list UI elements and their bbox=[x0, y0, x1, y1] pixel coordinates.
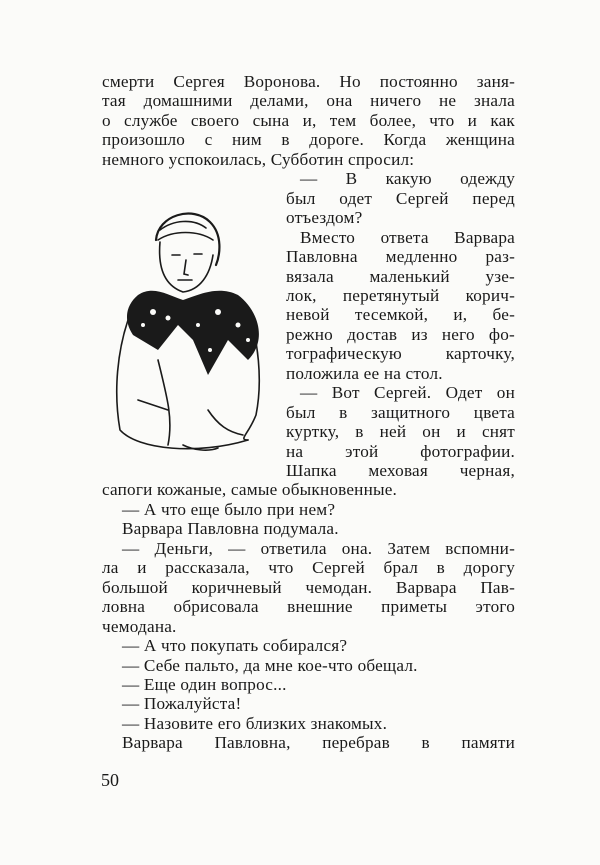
text-line: — Пожалуйста! bbox=[122, 694, 242, 714]
text-line: — А что покупать собирался? bbox=[122, 636, 348, 656]
text-line: режно достав из него фо- bbox=[286, 324, 515, 344]
text-line: смерти Сергея Воронова. Но постоянно заня- bbox=[102, 72, 515, 91]
text-line: чемодана. bbox=[102, 616, 177, 636]
text-line: Шапка меховая черная, bbox=[286, 461, 515, 480]
text-line: был одет Сергей перед bbox=[286, 188, 515, 208]
text-line: — А что еще было при нем? bbox=[122, 499, 336, 519]
text-line: невой тесемкой, и, бе- bbox=[286, 305, 515, 325]
text-line: на этой фотографии. bbox=[286, 441, 515, 461]
text-line: Вместо ответа Варвара bbox=[300, 227, 515, 247]
text-line: — Деньги, — ответила она. Затем вспомни- bbox=[122, 538, 515, 558]
page-number: 50 bbox=[101, 770, 119, 790]
text-line: о службе своего сына и, тем более, что и как bbox=[102, 110, 515, 130]
text-line: — Еще один вопрос... bbox=[122, 674, 287, 694]
text-line: отъездом? bbox=[286, 208, 363, 228]
text-line: — Вот Сергей. Одет он bbox=[300, 383, 515, 403]
text-line: вязала маленький узе- bbox=[286, 266, 515, 286]
text-line: был в защитного цвета bbox=[286, 402, 515, 422]
text-line: ловна обрисовала внешние приметы этого bbox=[102, 597, 515, 617]
text-line: большой коричневый чемодан. Варвара Пав- bbox=[102, 577, 515, 597]
text-line: Варвара Павловна, перебрав в памяти bbox=[122, 733, 515, 753]
text-line: Павловна медленно раз- bbox=[286, 247, 515, 267]
text-line: — В какую одежду bbox=[300, 169, 515, 189]
text-line: — Назовите его близких знакомых. bbox=[122, 713, 388, 733]
text-line: куртку, в ней он и снят bbox=[286, 422, 515, 442]
text-line: сапоги кожаные, самые обыкновенные. bbox=[102, 480, 398, 500]
text-line: положила ее на стол. bbox=[286, 363, 443, 383]
text-line: произошло с ним в дороге. Когда женщина bbox=[102, 130, 515, 150]
text-line: Варвара Павловна подумала. bbox=[122, 519, 339, 539]
text-line: тографическую карточку, bbox=[286, 344, 515, 364]
text-line: лок, перетянутый корич- bbox=[286, 285, 515, 305]
text-line: тая домашними делами, она ничего не знала bbox=[102, 91, 515, 111]
text-line: немного успокоилась, Субботин спросил: bbox=[102, 149, 415, 169]
text-line: — Себе пальто, да мне кое-что обещал. bbox=[122, 655, 418, 675]
woman-in-shawl-illustration bbox=[98, 200, 278, 480]
text-line: ла и рассказала, что Сергей брал в дорогу bbox=[102, 558, 515, 578]
